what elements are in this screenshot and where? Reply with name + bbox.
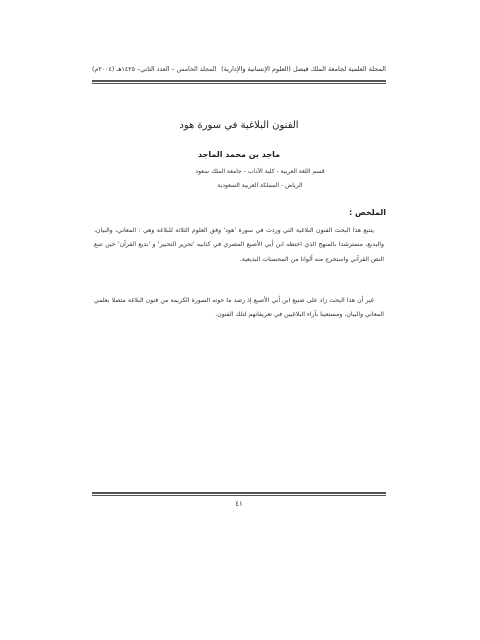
page-number: ٤١ — [235, 500, 243, 508]
running-header — [92, 62, 386, 76]
footer-rule — [92, 492, 386, 494]
footer-rule-thin — [92, 495, 386, 496]
abstract-heading: الملخص : — [348, 208, 386, 217]
header-rule — [92, 80, 386, 82]
issue-info: المجلد الخامس – العدد الثاني– ١٤٢٥هـ (٢٠٠٤م) — [92, 65, 217, 73]
abstract-paragraph-1: يتتبع هذا البحث الفنون البلاغية التي وردت في سورة 'هود' وفق العلوم الثلاثة للبلاغة وهي : المعاني، والبيان، والبديع، مسترشدا بالمنهج الذي اختطه ابن أبي الأصبع المصري في كتابيه 'تحرير التحبير' و 'بديع القرآن' حين تتبع النص القرآني واستخرج منه ألوانا من المحسنات البديعية. — [94, 227, 384, 263]
article-title: الفنون البلاغية في سورة هود — [179, 120, 299, 131]
header-rule-thin — [92, 83, 386, 84]
abstract-paragraph-2: غير أن هذا البحث زاد على صنيع ابن أبي الأصبع إذ رصد ما حوته السورة الكريمة من فنون البلاغة متصلا بعلمي المعاني والبيان، ومستعينا بآراء البلاغيين في تعريفاتهم لتلك الفنون. — [94, 297, 384, 319]
affiliation-line-1: قسم اللغة العربية - كلية الآداب - جامعة الملك سعود — [195, 168, 325, 175]
journal-name: المجلة العلمية لجامعة الملك فيصل (العلوم الإنسانية والإدارية) — [221, 65, 386, 73]
author-name: ماجد بن محمد الماجد — [197, 150, 281, 159]
affiliation-line-2: الرياض - المملكة العربية السعودية — [217, 182, 303, 189]
